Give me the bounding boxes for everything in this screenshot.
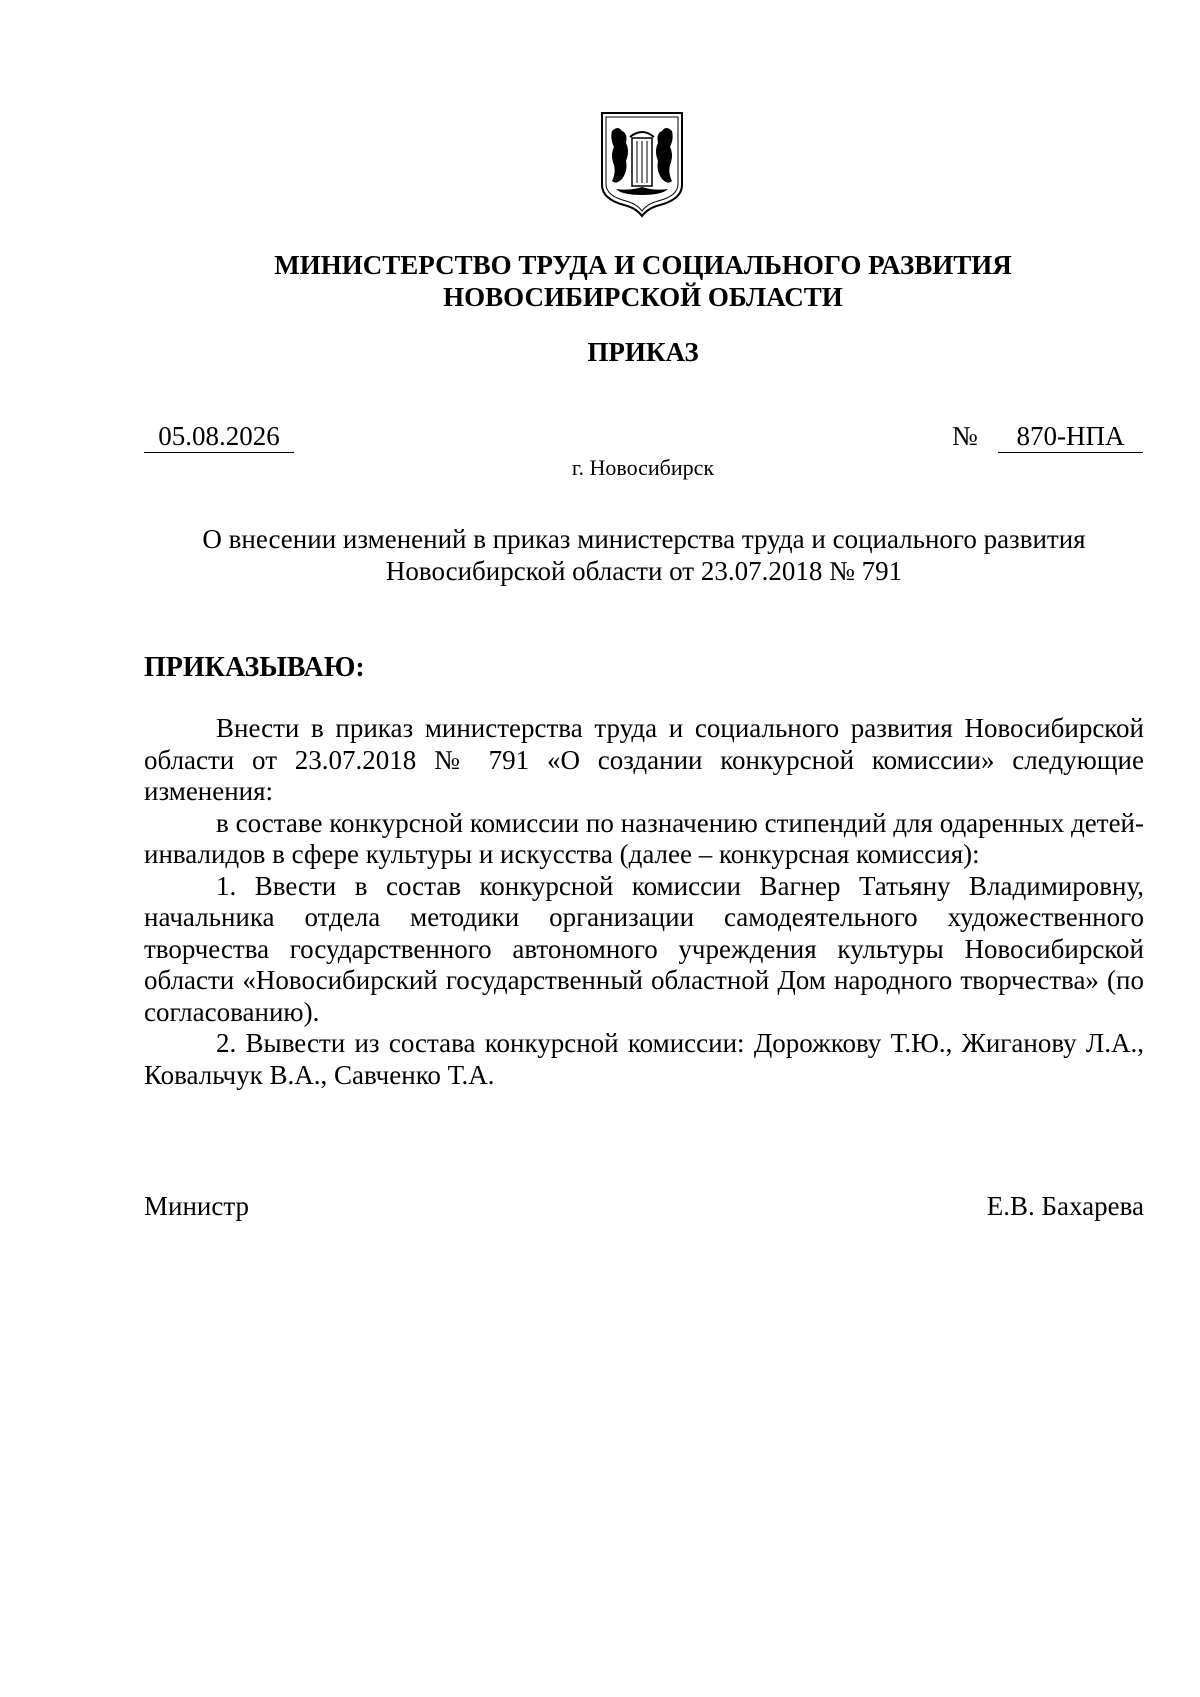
document-number: 870-НПА [998, 420, 1143, 453]
document-date: 05.08.2026 [144, 420, 294, 453]
subject-line2: Новосибирской области от 23.07.2018 № 791 [385, 556, 903, 586]
body-paragraph: 1. Ввести в состав конкурсной комиссии Вагнер Татьяну Владимировну, начальника отдела методики организации самодеятельного художественного творчества государственного автономного учреждения культуры Новосибирской области «Новосибирский государственный областной Дом народного творчества» (по согласованию). [144, 870, 1144, 1027]
body-paragraph: Внести в приказ министерства труда и социального развития Новосибирской области от 23.07.2018 № 791 «О создании конкурсной комиссии» следующие изменения: [144, 713, 1144, 806]
document-body [144, 713, 1144, 1091]
signer-title: Министр [144, 1191, 249, 1221]
coat-of-arms-icon [600, 111, 684, 218]
ministry-name-line1: МИНИСТЕРСТВО ТРУДА И СОЦИАЛЬНОГО РАЗВИТИЯ [274, 250, 1012, 280]
document-type: ПРИКАЗ [587, 337, 699, 367]
document-subject [144, 523, 1144, 587]
body-paragraph: 2. Вывести из состава конкурсной комиссии: Дорожкову Т.Ю., Жиганову Л.А., Ковальчук В.А., Савченко Т.А. [144, 1028, 1144, 1090]
subject-line1: О внесении изменений в приказ министерства труда и социального развития [202, 524, 1086, 554]
number-sign: № [952, 421, 978, 451]
document-city: г. Новосибирск [571, 455, 715, 480]
ministry-name-line2: НОВОСИБИРСКОЙ ОБЛАСТИ [443, 282, 843, 312]
body-paragraph: в составе конкурсной комиссии по назначению стипендий для одаренных детей-инвалидов в сфере культуры и искусства (далее – конкурсная комиссия): [144, 807, 1144, 869]
signer-name: Е.В. Бахарева [986, 1191, 1144, 1221]
ministry-name [0, 249, 1200, 313]
order-heading: ПРИКАЗЫВАЮ: [144, 652, 365, 683]
